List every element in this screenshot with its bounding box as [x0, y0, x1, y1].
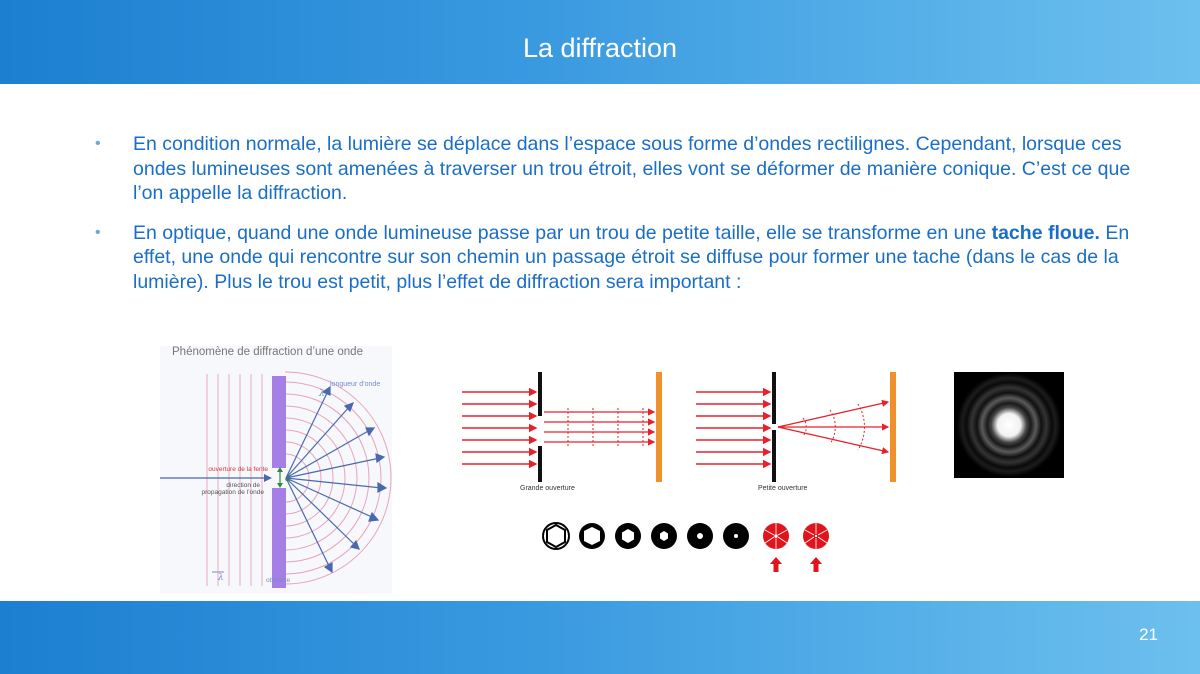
- bullet-icon: •: [95, 135, 101, 152]
- slide-title: La diffraction: [522, 33, 678, 63]
- aperture-sequence: [540, 516, 840, 576]
- bullet-text-start: En optique, quand une onde lumineuse passe par un trou de petite taille, elle se transforme en une: [133, 221, 992, 244]
- aperture-icon-3: [615, 523, 641, 549]
- aperture-icon-1: [543, 523, 569, 549]
- bullet-item: [93, 132, 1133, 206]
- label-wavelength: longueur d’onde: [330, 381, 381, 388]
- aperture-icons: [540, 516, 840, 576]
- barrier-bottom: [272, 488, 286, 588]
- label-obstacle: obstacle: [266, 577, 291, 584]
- bullet-icon: •: [95, 223, 101, 241]
- label-a: a: [285, 473, 291, 484]
- label-slit-opening: ouverture de la fente: [208, 466, 268, 473]
- diffraction-figure: [160, 346, 392, 594]
- bullet-list: [93, 132, 1133, 309]
- page-number: 21: [1139, 625, 1158, 644]
- label-small-opening: Petite ouverture: [758, 485, 808, 492]
- airy-pattern: [954, 372, 1064, 478]
- title-bar: [0, 0, 1200, 84]
- aperture-icon-6: [723, 523, 749, 549]
- aperture-icon-4: [651, 523, 677, 549]
- aperture-icon-2: [579, 523, 605, 549]
- bullet-item: [93, 221, 1133, 295]
- small-incoming-rays: [696, 392, 770, 464]
- openings-diagram: [458, 368, 908, 493]
- small-outgoing-rays: [778, 402, 888, 452]
- large-wavefronts: [568, 408, 643, 446]
- footer-bar: [0, 601, 1200, 674]
- plane-wavefronts: [207, 374, 262, 586]
- label-lambda-top: λ: [319, 389, 325, 399]
- label-large-opening: Grande ouverture: [520, 485, 575, 492]
- circular-wavefronts: [285, 372, 391, 584]
- label-direction-2: propagation de l’onde: [201, 489, 264, 496]
- label-direction-1: direction de: [226, 482, 260, 489]
- label-lambda-bottom: λ: [218, 573, 224, 583]
- diffraction-caption: Phénomène de diffraction d’une onde: [172, 346, 363, 358]
- openings-figure: [458, 368, 908, 493]
- large-outgoing-rays: [544, 412, 654, 442]
- large-incoming-rays: [462, 392, 536, 464]
- bullet-text: En condition normale, la lumière se déplace dans l’espace sous forme d’ondes rectilignes. Cependant, lorsque ces ondes lumineuses sont amenées à traverser un trou étroit, elles vont se déformer de manière conique. C’est ce que l’on appelle la diffraction.: [133, 133, 1131, 204]
- barrier-top: [272, 376, 286, 468]
- bullet-text-end: En effet, une onde qui rencontre sur son chemin un passage étroit se diffuse pour former une tache (dans le cas de la lumière). Plus le trou est petit, plus l’effet de diffraction sera important :: [133, 221, 1130, 293]
- airy-pattern-image: [954, 372, 1064, 478]
- aperture-icon-7: [763, 523, 789, 549]
- aperture-icon-8: [803, 523, 829, 549]
- highlight-arrows: [770, 557, 822, 572]
- diffraction-diagram: [160, 346, 392, 594]
- aperture-icon-5: [687, 523, 713, 549]
- bullet-bold-term: tache floue.: [991, 221, 1100, 244]
